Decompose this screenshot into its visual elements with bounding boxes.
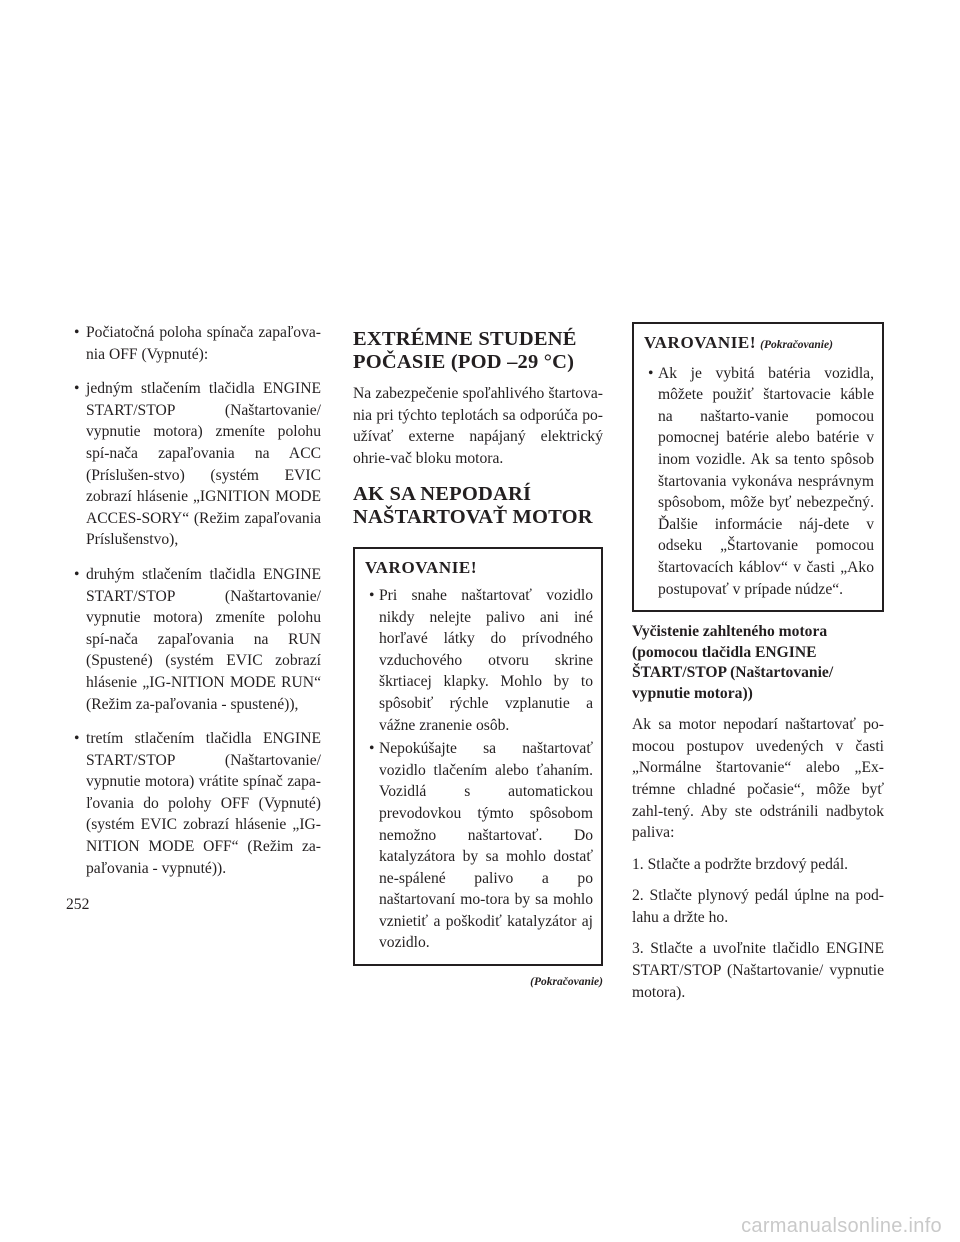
warning-list — [642, 363, 874, 601]
step-item: 3. Stlačte a uvoľnite tlačidlo ENGINE START/STOP (Naštartovanie/ vypnutie motora). — [632, 940, 884, 1001]
column-left — [66, 322, 321, 892]
warning-title-text: VAROVANIE! — [644, 333, 757, 352]
continued-label: (Pokračovanie) — [530, 976, 603, 989]
column-right — [632, 322, 884, 1013]
step-item: 1. Stlačte a podržte brzdový pedál. — [632, 855, 849, 873]
warning-list — [363, 585, 593, 954]
watermark: carmanualsonline.info — [741, 1215, 942, 1237]
ignition-steps-list — [66, 322, 321, 879]
warning-title — [644, 332, 874, 357]
list-item: • Pri snahe naštartovať vozidlo nikdy nelejte palivo ani iné horľavé látky do prívodného vzduchového otvoru skrine škrtiacej klapky. Mohlo by to spôsobiť rýchle vzplanutie a vážne zranenie osôb. — [363, 585, 593, 736]
heading-extreme-cold: EXTRÉMNE STUDENÉ POČASIE (POD –29 °C) — [353, 328, 577, 373]
paragraph-extreme-cold: Na zabezpečenie spoľahlivého štartova-nia pri týchto teplotách sa odporúča po-užívať externe napájaný elektrický ohrie-vač bloku motora. — [353, 385, 603, 467]
list-item: • tretím stlačením tlačidla ENGINE START/STOP (Naštartovanie/ vypnutie motora) vrátite spínač zapa-ľovania do polohy OFF (Vypnuté) (systém EVIC zobrazí hlásenie „IG-NITION MODE OFF“ (Režim za-paľovania - vypnuté)). — [66, 728, 321, 879]
warning-box-continued — [632, 322, 884, 612]
list-item: • Ak je vybitá batéria vozidla, môžete použiť štartovacie káble na naštarto-vanie pomocou pomocnej batérie alebo batérie v inom vozidle. Ak sa tento spôsob štartovania vykonáva nesprávnym spôsobom, môže byť nebezpečný. Ďalšie informácie náj-dete v odseku „Štartovanie pomocou štartovacích káblov“ v časti „Ako postupovať v prípade núdze“. — [642, 363, 874, 601]
warning-title: VAROVANIE! — [365, 558, 478, 578]
list-item: • druhým stlačením tlačidla ENGINE START/STOP (Naštartovanie/ vypnutie motora) zmeníte polohu spí-nača zapaľovania na RUN (Spustené) (systém EVIC zobrazí hlásenie „IG-NITION MODE RUN“ (Režim za-paľovania - spustené)), — [66, 564, 321, 715]
list-item: • Nepokúšajte sa naštartovať vozidlo tlačením alebo ťahaním. Vozidlá s automatickou prevodovkou týmto spôsobom nemožno naštartovať. Do katalyzátora by sa mohlo dostať ne-spálené palivo a po naštartovaní mo-tora by sa mohlo vznietiť a poškodiť katalyzátor aj vozidlo. — [363, 738, 593, 954]
paragraph-flooded-engine: Ak sa motor nepodarí naštartovať po-mocou postupov uvedených v časti „Normálne štartovanie“ alebo „Ex-trémne chladné počasie“, môže byť zahl-tený. Aby ste odstránili nadbytok paliva: — [632, 716, 884, 842]
warning-box — [353, 547, 603, 966]
warning-continued-label: (Pokračovanie) — [760, 339, 833, 351]
list-item: • jedným stlačením tlačidla ENGINE START/STOP (Naštartovanie/ vypnutie motora) zmeníte polohu spí-nača zapaľovania na ACC (Príslušen-stvo) (systém EVIC zobrazí hlásenie „IGNITION MODE ACCES-SORY“ (Režim zapaľovania Príslušenstvo), — [66, 378, 321, 551]
heading-engine-fails: AK SA NEPODARÍ NAŠTARTOVAŤ MOTOR — [353, 483, 593, 529]
subheading-flooded-engine: Vyčistenie zahlteného motora (pomocou tlačidla ENGINE ŠTART/STOP (Naštartovanie/ vypnutie motora)) — [632, 623, 834, 702]
list-item: • Počiatočná poloha spínača zapaľova-nia OFF (Vypnuté): — [66, 322, 321, 365]
page-number: 252 — [66, 896, 90, 913]
step-item: 2. Stlačte plynový pedál úplne na pod-lahu a držte ho. — [632, 887, 884, 926]
column-middle — [353, 322, 603, 994]
